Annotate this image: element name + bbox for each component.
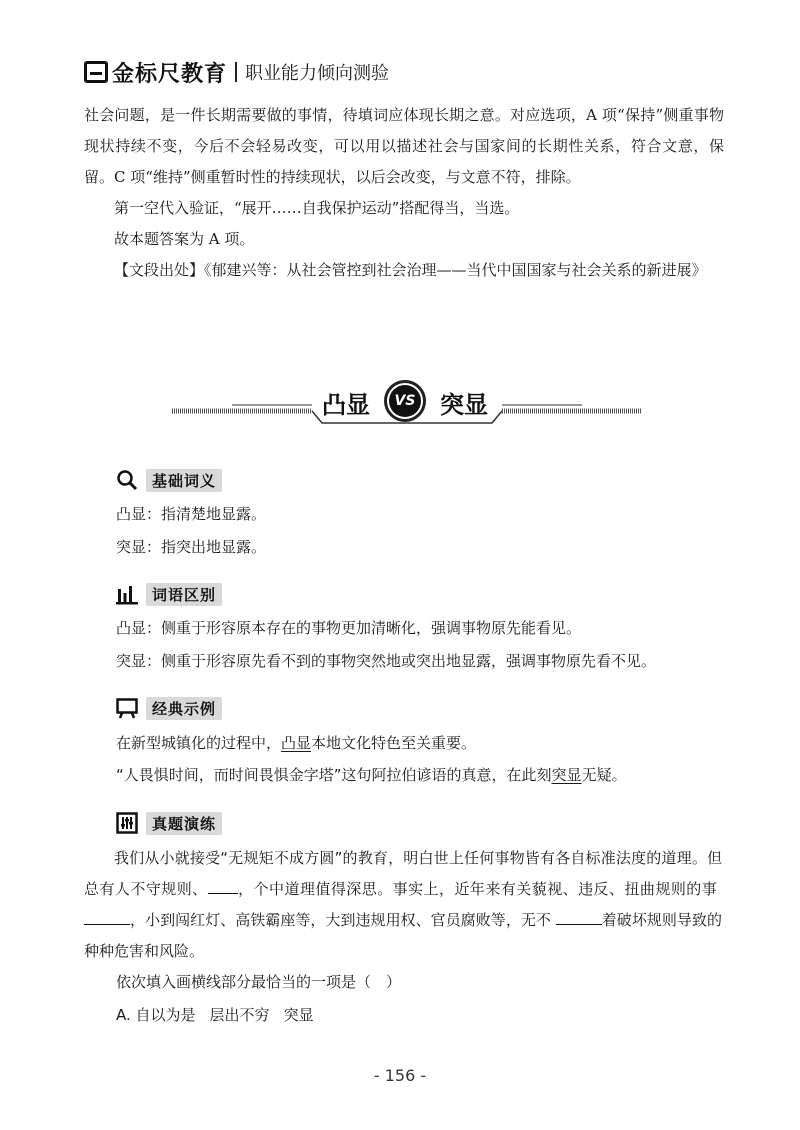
header-subtitle: 职业能力倾向测验: [245, 63, 390, 84]
question-text: 我们从小就接受“无规矩不成方圆”的教育，明白世上任何事物皆有各自标准法度的道理。但总有人不守规则、: [84, 849, 722, 898]
definition-line: 凸显：指清楚地显露。: [116, 505, 267, 523]
example-text: “人畏惧时间，而时间畏惧金字塔”这句阿拉伯谚语的真意，在此刻: [116, 766, 552, 784]
question-text: 着破坏规则导致的种种危害和风险。: [84, 911, 722, 960]
source-paragraph: 【文段出处】《郁建兴等：从社会管控到社会治理——当代中国国家与社会关系的新进展》: [114, 261, 707, 279]
page-number: - 156 -: [373, 1066, 427, 1085]
search-icon: [116, 469, 138, 491]
example-line: [116, 729, 736, 757]
compare-word-left: 凸显: [322, 390, 370, 419]
section-label: 基础词义: [146, 469, 222, 492]
explanation-paragraph: 社会问题，是一件长期需要做的事情，待填词应体现长期之意。对应选项，A 项“保持”侧重事物现状持续不变，今后不会轻易改变，可以用以描述社会与国家间的长期性关系，符合文意，保留。C 项“维持”侧重暂时性的持续现状，以后会改变，与文意不符，排除。: [84, 106, 724, 186]
example-text: 本地文化特色至关重要。: [311, 734, 477, 752]
answer-paragraph: 故本题答案为 A 项。: [114, 230, 255, 248]
section-basic-meaning: [116, 468, 222, 492]
sliders-icon: [116, 812, 138, 834]
vs-badge: [384, 380, 426, 422]
difference-line: 凸显：侧重于形容原本存在的事物更加清晰化，强调事物原先能看见。: [116, 619, 582, 637]
brand-name: 金标尺教育: [112, 61, 228, 87]
answer-blank: [556, 908, 602, 925]
presentation-board-icon: [116, 697, 138, 719]
example-text: 在新型城镇化的过程中，: [116, 734, 282, 752]
difference-line: 突显：侧重于形容原先看不到的事物突然地或突出地显露，强调事物原先看不见。: [116, 652, 657, 670]
question-text: ，小到闯红灯、高铁霸座等，大到违规用权、官员腐败等，无不: [130, 911, 551, 929]
verification-paragraph: 第一空代入验证，“展开……自我保护运动”搭配得当，当选。: [114, 199, 520, 217]
section-label: 真题演练: [146, 812, 222, 835]
option-a-word-3: 突显: [283, 1006, 314, 1024]
compare-word-right: 突显: [440, 390, 488, 419]
section-label: 词语区别: [146, 583, 222, 606]
page-header: [84, 58, 389, 86]
question-prompt: 依次填入画横线部分最恰当的一项是（ ）: [116, 973, 402, 991]
section-examples: [116, 696, 222, 720]
answer-blank: [208, 877, 238, 894]
vs-label: VS: [389, 385, 421, 417]
bar-chart-icon: [116, 583, 138, 605]
comparison-title: [172, 375, 642, 430]
option-a: [116, 1001, 328, 1029]
example-line: [116, 761, 736, 789]
header-separator: [235, 62, 237, 82]
example-text: 无疑。: [581, 766, 627, 784]
answer-blank: [84, 908, 130, 925]
option-a-word-2: 层出不穷: [209, 1006, 270, 1024]
definition-line: 突显：指突出地显露。: [116, 538, 267, 556]
brand-logo-icon: [84, 61, 108, 83]
section-label: 经典示例: [146, 697, 222, 720]
section-difference: [116, 582, 222, 606]
section-practice: [116, 811, 222, 835]
question-stem: [84, 843, 722, 967]
question-text: ，个中道理值得深思。事实上，近年来有关藐视、违反、扭曲规则的事: [237, 880, 718, 898]
example-keyword: 突显: [551, 766, 582, 784]
option-a-word-1: A. 自以为是: [116, 1006, 196, 1024]
example-keyword: 凸显: [281, 734, 312, 752]
